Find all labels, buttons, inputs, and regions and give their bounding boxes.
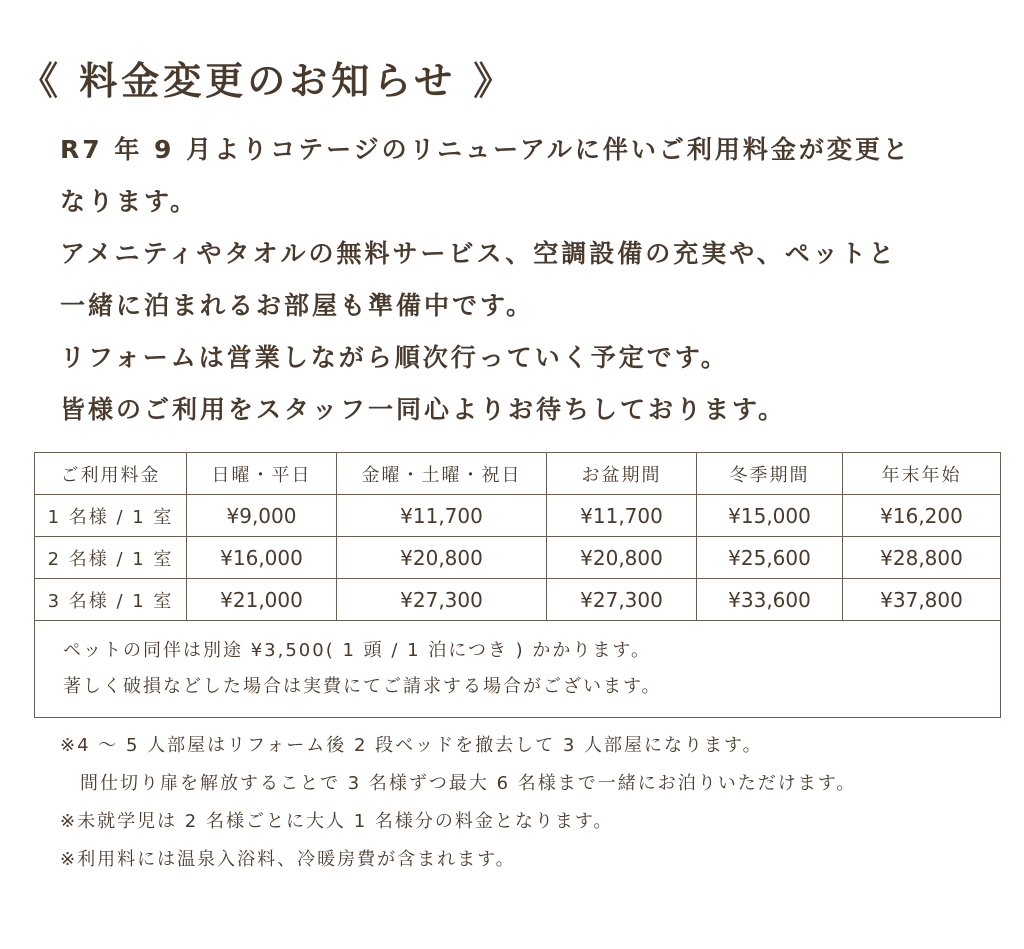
- price-cell: ¥15,000: [697, 495, 843, 537]
- page-title: 《 料金変更のお知らせ 》: [20, 59, 516, 103]
- header-cell: お盆期間: [547, 453, 697, 495]
- header-cell: 日曜・平日: [187, 453, 337, 495]
- table-row: [35, 537, 1001, 579]
- row-label: 2 名様 / 1 室: [35, 537, 187, 579]
- footnote: 間仕切り扉を解放することで 3 名様ずつ最大 6 名様まで一緒にお泊りいただけます。: [80, 773, 857, 794]
- intro-line: R7 年 9 月よりコテージのリニューアルに伴いご利用料金が変更と: [60, 135, 911, 164]
- price-cell: ¥20,800: [337, 537, 547, 579]
- table-row: [35, 579, 1001, 621]
- table-header-row: [35, 453, 1001, 495]
- table-row: [35, 495, 1001, 537]
- intro-line: リフォームは営業しながら順次行っていく予定です。: [60, 343, 729, 372]
- footnote: ※4 〜 5 人部屋はリフォーム後 2 段ベッドを撤去して 3 人部屋になります。: [60, 735, 763, 756]
- price-cell: ¥20,800: [547, 537, 697, 579]
- intro-line: なります。: [60, 187, 199, 216]
- price-cell: ¥21,000: [187, 579, 337, 621]
- price-cell: ¥37,800: [843, 579, 1001, 621]
- price-cell: ¥11,700: [337, 495, 547, 537]
- damage-note: 著しく破損などした場合は実費にてご請求する場合がございます。: [63, 676, 662, 697]
- intro-text: [60, 130, 980, 442]
- price-cell: ¥27,300: [547, 579, 697, 621]
- intro-line: 皆様のご利用をスタッフ一同心よりお待ちしております。: [60, 395, 787, 424]
- header-cell: ご利用料金: [35, 453, 187, 495]
- header-cell: 金曜・土曜・祝日: [337, 453, 547, 495]
- intro-line: アメニティやタオルの無料サービス、空調設備の充実や、ペットと: [60, 239, 897, 268]
- footnote: ※利用料には温泉入浴料、冷暖房費が含まれます。: [60, 849, 516, 870]
- footnote: ※未就学児は 2 名様ごとに大人 1 名様分の料金となります。: [60, 811, 614, 832]
- price-cell: ¥27,300: [337, 579, 547, 621]
- header-cell: 年末年始: [843, 453, 1001, 495]
- price-cell: ¥9,000: [187, 495, 337, 537]
- price-cell: ¥16,200: [843, 495, 1001, 537]
- row-label: 3 名様 / 1 室: [35, 579, 187, 621]
- price-cell: ¥25,600: [697, 537, 843, 579]
- price-table: [34, 452, 1001, 718]
- pet-note: ペットの同伴は別途 ¥3,500( 1 頭 / 1 泊につき ) かかります。: [63, 640, 651, 661]
- footnotes: [60, 730, 1010, 882]
- table-notes: [35, 621, 1001, 718]
- price-cell: ¥16,000: [187, 537, 337, 579]
- intro-line: 一緒に泊まれるお部屋も準備中です。: [60, 291, 535, 320]
- header-cell: 冬季期間: [697, 453, 843, 495]
- price-cell: ¥11,700: [547, 495, 697, 537]
- table-notes-row: [35, 621, 1001, 718]
- price-cell: ¥28,800: [843, 537, 1001, 579]
- row-label: 1 名様 / 1 室: [35, 495, 187, 537]
- price-cell: ¥33,600: [697, 579, 843, 621]
